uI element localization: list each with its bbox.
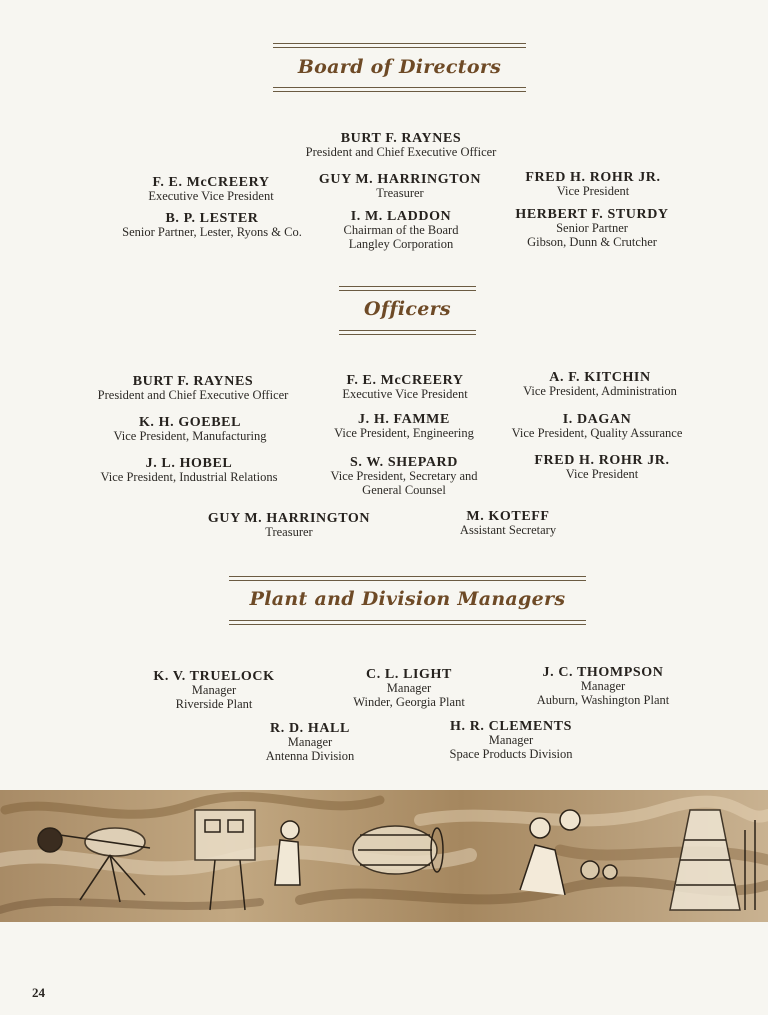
- officer: [113, 415, 266, 444]
- board-member: [122, 211, 302, 240]
- person-name: B. P. LESTER: [165, 211, 259, 226]
- board-member: [515, 207, 668, 249]
- person-name: I. M. LADDON: [350, 209, 452, 224]
- board-member: [306, 131, 497, 160]
- person-name: BURT F. RAYNES: [132, 374, 254, 389]
- officer: [98, 374, 289, 403]
- officer: [460, 509, 556, 538]
- section-heading-officers: [339, 286, 476, 335]
- person-name: GUY M. HARRINGTON: [318, 172, 482, 187]
- person-name: J. H. FAMME: [358, 412, 450, 427]
- person-title: Vice President: [556, 184, 630, 198]
- heading-rule: [229, 576, 586, 581]
- manager: [153, 669, 274, 711]
- person-title: Vice President, Manufacturing: [113, 429, 267, 443]
- industrial-illustration-banner: [0, 790, 768, 922]
- person-affiliation: Langley Corporation: [348, 236, 454, 251]
- officer: [101, 456, 278, 485]
- person-title: Manager: [386, 681, 432, 695]
- person-title: Vice President, Engineering: [334, 426, 474, 440]
- person-name: HERBERT F. STURDY: [515, 207, 669, 222]
- person-title-continued: General Counsel: [362, 482, 446, 497]
- person-title: Vice President, Industrial Relations: [100, 470, 278, 484]
- heading-rule: [273, 43, 526, 48]
- manager: [266, 721, 355, 763]
- officer: [208, 511, 370, 540]
- person-name: J. L. HOBEL: [145, 456, 233, 471]
- section-title: Board of Directors: [297, 56, 502, 78]
- heading-rule: [339, 330, 476, 335]
- person-name: F. E. McCREERY: [152, 175, 270, 190]
- section-title: Officers: [364, 298, 451, 320]
- officer: [534, 453, 669, 482]
- person-name: FRED H. ROHR JR.: [525, 170, 661, 185]
- person-title: Senior Partner: [556, 221, 628, 235]
- person-location: Riverside Plant: [175, 696, 253, 711]
- person-name: R. D. HALL: [270, 721, 350, 736]
- heading-rule: [273, 87, 526, 92]
- person-location: Winder, Georgia Plant: [353, 694, 465, 709]
- person-name: A. F. KITCHIN: [549, 370, 651, 385]
- person-name: M. KOTEFF: [466, 509, 550, 524]
- person-name: C. L. LIGHT: [366, 667, 452, 682]
- person-location: Space Products Division: [449, 746, 573, 761]
- manager: [537, 665, 669, 707]
- person-title: Executive Vice President: [148, 189, 274, 203]
- officer: [512, 412, 683, 441]
- person-title: Executive Vice President: [342, 387, 468, 401]
- person-title: President and Chief Executive Officer: [97, 388, 289, 402]
- person-location: Auburn, Washington Plant: [536, 692, 670, 707]
- person-title: Manager: [287, 735, 333, 749]
- person-name: H. R. CLEMENTS: [450, 719, 572, 734]
- section-title: Plant and Division Managers: [249, 588, 566, 610]
- person-title: Manager: [580, 679, 626, 693]
- person-title: Senior Partner, Lester, Ryons & Co.: [122, 225, 302, 239]
- person-title: Assistant Secretary: [459, 523, 557, 537]
- officer: [342, 373, 467, 402]
- person-title: Manager: [191, 683, 237, 697]
- section-heading-managers: [229, 576, 586, 625]
- section-heading-board: [273, 43, 526, 92]
- person-title: Chairman of the Board: [343, 223, 459, 237]
- person-name: K. H. GOEBEL: [138, 415, 242, 430]
- person-name: F. E. McCREERY: [346, 373, 464, 388]
- person-title: Vice President, Quality Assurance: [511, 426, 683, 440]
- person-title: Treasurer: [265, 525, 313, 539]
- board-member: [319, 172, 481, 201]
- person-name: FRED H. ROHR JR.: [534, 453, 670, 468]
- board-member: [525, 170, 660, 199]
- person-title: Manager: [488, 733, 534, 747]
- officer: [523, 370, 677, 399]
- board-member: [148, 175, 273, 204]
- person-name: I. DAGAN: [562, 412, 632, 427]
- heading-rule: [229, 620, 586, 625]
- person-title: President and Chief Executive Officer: [305, 145, 497, 159]
- page-number: 24: [32, 985, 45, 1000]
- person-location: Antenna Division: [265, 748, 355, 763]
- person-affiliation: Gibson, Dunn & Crutcher: [527, 234, 657, 249]
- person-title: Vice President, Secretary and: [330, 469, 478, 483]
- officer: [330, 455, 477, 497]
- officer: [334, 412, 474, 441]
- board-member: [344, 209, 459, 251]
- person-name: GUY M. HARRINGTON: [207, 511, 371, 526]
- heading-rule: [339, 286, 476, 291]
- person-name: S. W. SHEPARD: [350, 455, 458, 470]
- person-title: Vice President, Administration: [523, 384, 677, 398]
- person-name: BURT F. RAYNES: [340, 131, 462, 146]
- person-name: K. V. TRUELOCK: [153, 669, 275, 684]
- person-title: Vice President: [565, 467, 639, 481]
- person-name: J. C. THOMPSON: [542, 665, 664, 680]
- manager: [353, 667, 465, 709]
- manager: [450, 719, 573, 761]
- person-title: Treasurer: [376, 186, 424, 200]
